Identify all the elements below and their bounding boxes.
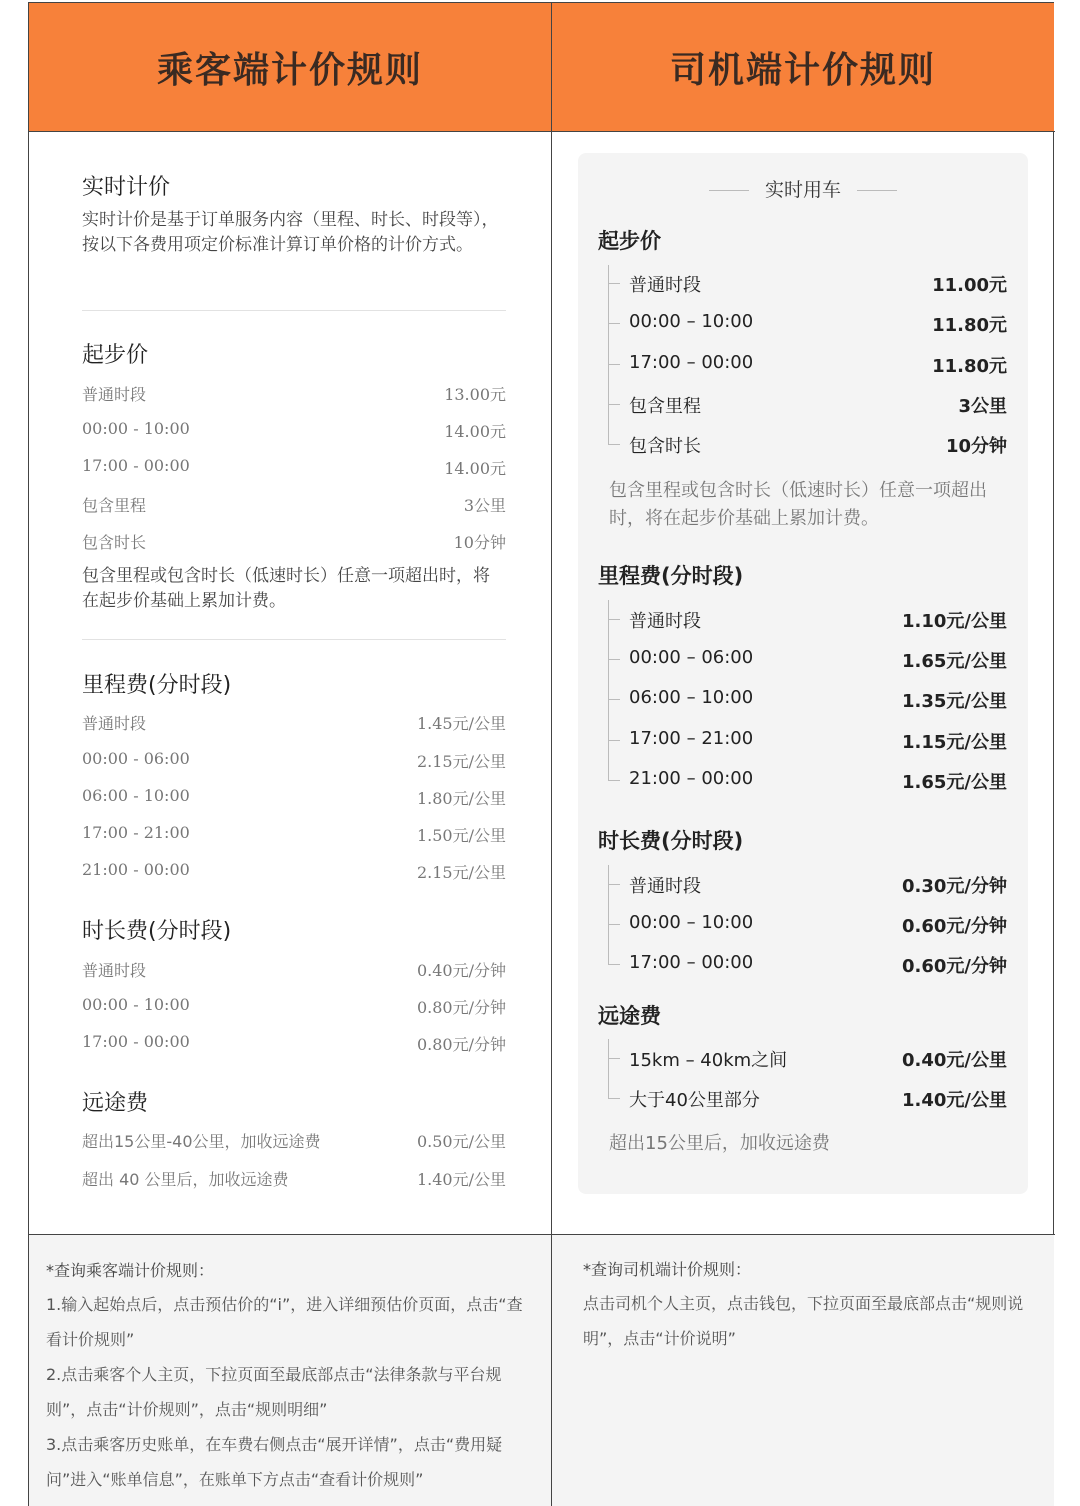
row-value: 13.00元 [444, 385, 506, 404]
base-title: 起步价 [598, 229, 661, 253]
price-row [629, 1046, 1007, 1072]
tree-line [608, 600, 621, 780]
row-label: 普通时段 [82, 714, 147, 733]
base-note: 包含里程或包含时长（低速时长）任意一项超出时，将在起步价基础上累加计费。 [82, 566, 490, 611]
tree-line [608, 865, 621, 964]
tree-tick [608, 659, 620, 660]
row-value: 10分钟 [945, 436, 1007, 457]
longdist-title: 远途费 [598, 1004, 661, 1028]
row-value: 1.50元/公里 [416, 826, 506, 845]
row-value: 2.15元/公里 [416, 863, 506, 882]
passenger-header: 乘客端计价规则 [29, 3, 551, 131]
mileage-rows [82, 711, 506, 891]
row-label: 17:00 - 00:00 [82, 456, 190, 475]
row-label: 普通时段 [82, 961, 147, 980]
row-value: 11.80元 [932, 356, 1007, 377]
price-row [629, 952, 1007, 978]
row-label: 超出15公里-40公里，加收远途费 [82, 1132, 321, 1151]
price-row [82, 493, 506, 516]
row-label: 普通时段 [629, 876, 701, 897]
price-row [629, 271, 1007, 297]
price-row [82, 860, 506, 883]
row-label: 00:00 – 10:00 [629, 912, 754, 933]
tree-tick [608, 740, 620, 741]
price-row [629, 687, 1007, 713]
row-value: 14.00元 [444, 422, 506, 441]
row-value: 1.40元/公里 [902, 1090, 1007, 1111]
row-value: 0.60元/分钟 [902, 916, 1007, 937]
tree-tick [608, 1098, 620, 1099]
row-label: 普通时段 [629, 275, 701, 296]
row-label: 17:00 – 00:00 [629, 352, 754, 373]
row-label: 00:00 - 10:00 [82, 995, 190, 1014]
price-row [82, 749, 506, 772]
row-value: 1.65元/公里 [902, 651, 1007, 672]
price-row [82, 995, 506, 1018]
row-value: 1.10元/公里 [902, 611, 1007, 632]
row-value: 1.15元/公里 [902, 732, 1007, 753]
row-value: 1.45元/公里 [416, 714, 506, 733]
row-label: 17:00 – 21:00 [629, 728, 754, 749]
price-row [82, 1129, 506, 1152]
row-value: 0.50元/公里 [416, 1132, 506, 1151]
row-value: 0.40元/分钟 [416, 961, 506, 980]
row-value: 0.30元/分钟 [902, 876, 1007, 897]
tree-tick [608, 699, 620, 700]
realtime-title: 实时计价 [82, 175, 171, 200]
price-row [629, 352, 1007, 378]
driver-footer-body: 点击司机个人主页，点击钱包，下拉页面至最底部点击“规则说明”，点击“计价说明” [583, 1294, 1024, 1348]
passenger-footer-body: 1.输入起始点后，点击预估价的“i”，进入详细预估价页面，点击“查看计价规则” 2.点击乘客个人主页，下拉页面至最底部点击“法律条款与平台规则”，点击“计价规则”，点击“规则明细” 3.点击乘客历史账单，在车费右侧点击“展开详情”，点击“费用疑问”进入“账单信息”，在账单下方点击“查看计价规则” [46, 1295, 523, 1489]
row-label: 15km – 40km之间 [629, 1050, 788, 1071]
tree-tick [608, 884, 620, 885]
price-row [82, 1032, 506, 1055]
passenger-footer-title: *查询乘客端计价规则： [46, 1261, 215, 1280]
price-row [82, 1167, 506, 1190]
price-row [82, 530, 506, 553]
card-title-text: 实时用车 [764, 179, 841, 201]
row-value: 1.80元/公里 [416, 789, 506, 808]
section-divider [82, 310, 506, 311]
price-row [629, 728, 1007, 754]
base-note: 包含里程或包含时长（低速时长）任意一项超出时，将在起步价基础上累加计费。 [609, 480, 987, 529]
row-label: 17:00 – 00:00 [629, 952, 754, 973]
row-value: 1.35元/公里 [902, 691, 1007, 712]
tree-tick [608, 924, 620, 925]
tree-line [608, 1039, 621, 1098]
row-label: 21:00 – 00:00 [629, 768, 754, 789]
price-row [629, 392, 1007, 418]
price-row [629, 311, 1007, 337]
row-label: 普通时段 [82, 385, 147, 404]
title-dash [709, 190, 749, 191]
tree-tick [608, 780, 620, 781]
row-label: 00:00 - 06:00 [82, 749, 190, 768]
tree-tick [608, 444, 620, 445]
row-value: 0.40元/公里 [902, 1050, 1007, 1071]
card-title [578, 175, 1028, 202]
row-value: 10分钟 [453, 533, 506, 552]
row-label: 包含时长 [629, 436, 701, 457]
price-row [629, 647, 1007, 673]
row-value: 11.00元 [932, 275, 1007, 296]
tree-line [608, 265, 621, 445]
row-value: 14.00元 [444, 459, 506, 478]
longdist-note: 超出15公里后，加收远途费 [609, 1133, 830, 1154]
row-value: 3公里 [463, 496, 506, 515]
row-label: 包含里程 [82, 496, 147, 515]
price-row [82, 419, 506, 442]
title-dash [857, 190, 897, 191]
row-label: 00:00 – 10:00 [629, 311, 754, 332]
mileage-title: 里程费(分时段) [82, 673, 232, 698]
header-divider [28, 131, 1055, 132]
price-row [82, 382, 506, 405]
longdist-title: 远途费 [82, 1091, 149, 1116]
price-row [629, 768, 1007, 794]
row-label: 21:00 - 00:00 [82, 860, 190, 879]
price-row [629, 432, 1007, 458]
price-row [82, 456, 506, 479]
driver-footer-title: *查询司机端计价规则： [583, 1260, 752, 1279]
base-rows [82, 382, 506, 562]
row-label: 超出 40 公里后，加收远途费 [82, 1170, 289, 1189]
price-row [82, 823, 506, 846]
row-label: 06:00 - 10:00 [82, 786, 190, 805]
row-label: 包含里程 [629, 396, 701, 417]
row-label: 06:00 – 10:00 [629, 687, 754, 708]
row-value: 0.80元/分钟 [416, 1035, 506, 1054]
row-label: 00:00 – 06:00 [629, 647, 754, 668]
row-value: 0.80元/分钟 [416, 998, 506, 1017]
base-title: 起步价 [82, 343, 149, 368]
price-row [629, 607, 1007, 633]
row-label: 17:00 - 00:00 [82, 1032, 190, 1051]
price-row [629, 1086, 1007, 1112]
row-value: 3公里 [958, 396, 1007, 417]
section-divider [82, 639, 506, 640]
row-value: 1.40元/公里 [416, 1170, 506, 1189]
row-value: 11.80元 [932, 315, 1007, 336]
row-value: 1.65元/公里 [902, 772, 1007, 793]
duration-title: 时长费(分时段) [598, 829, 744, 853]
longdist-rows [82, 1129, 506, 1199]
price-row [629, 912, 1007, 938]
driver-card [578, 153, 1028, 1194]
mileage-title: 里程费(分时段) [598, 564, 744, 588]
row-value: 0.60元/分钟 [902, 956, 1007, 977]
driver-header: 司机端计价规则 [552, 3, 1054, 131]
price-row [82, 958, 506, 981]
row-label: 包含时长 [82, 533, 147, 552]
tree-tick [608, 283, 620, 284]
row-label: 17:00 - 21:00 [82, 823, 190, 842]
row-label: 00:00 - 10:00 [82, 419, 190, 438]
row-label: 普通时段 [629, 611, 701, 632]
realtime-desc: 实时计价是基于订单服务内容（里程、时长、时段等），按以下各费用项定价标准计算订单价格的计价方式。 [82, 210, 499, 255]
row-value: 2.15元/公里 [416, 752, 506, 771]
tree-tick [608, 323, 620, 324]
price-row [629, 872, 1007, 898]
tree-tick [608, 1058, 620, 1059]
price-row [82, 786, 506, 809]
row-label: 大于40公里部分 [629, 1090, 760, 1111]
tree-tick [608, 964, 620, 965]
tree-tick [608, 364, 620, 365]
tree-tick [608, 619, 620, 620]
duration-rows [82, 958, 506, 1068]
duration-title: 时长费(分时段) [82, 919, 232, 944]
price-row [82, 711, 506, 734]
tree-tick [608, 404, 620, 405]
